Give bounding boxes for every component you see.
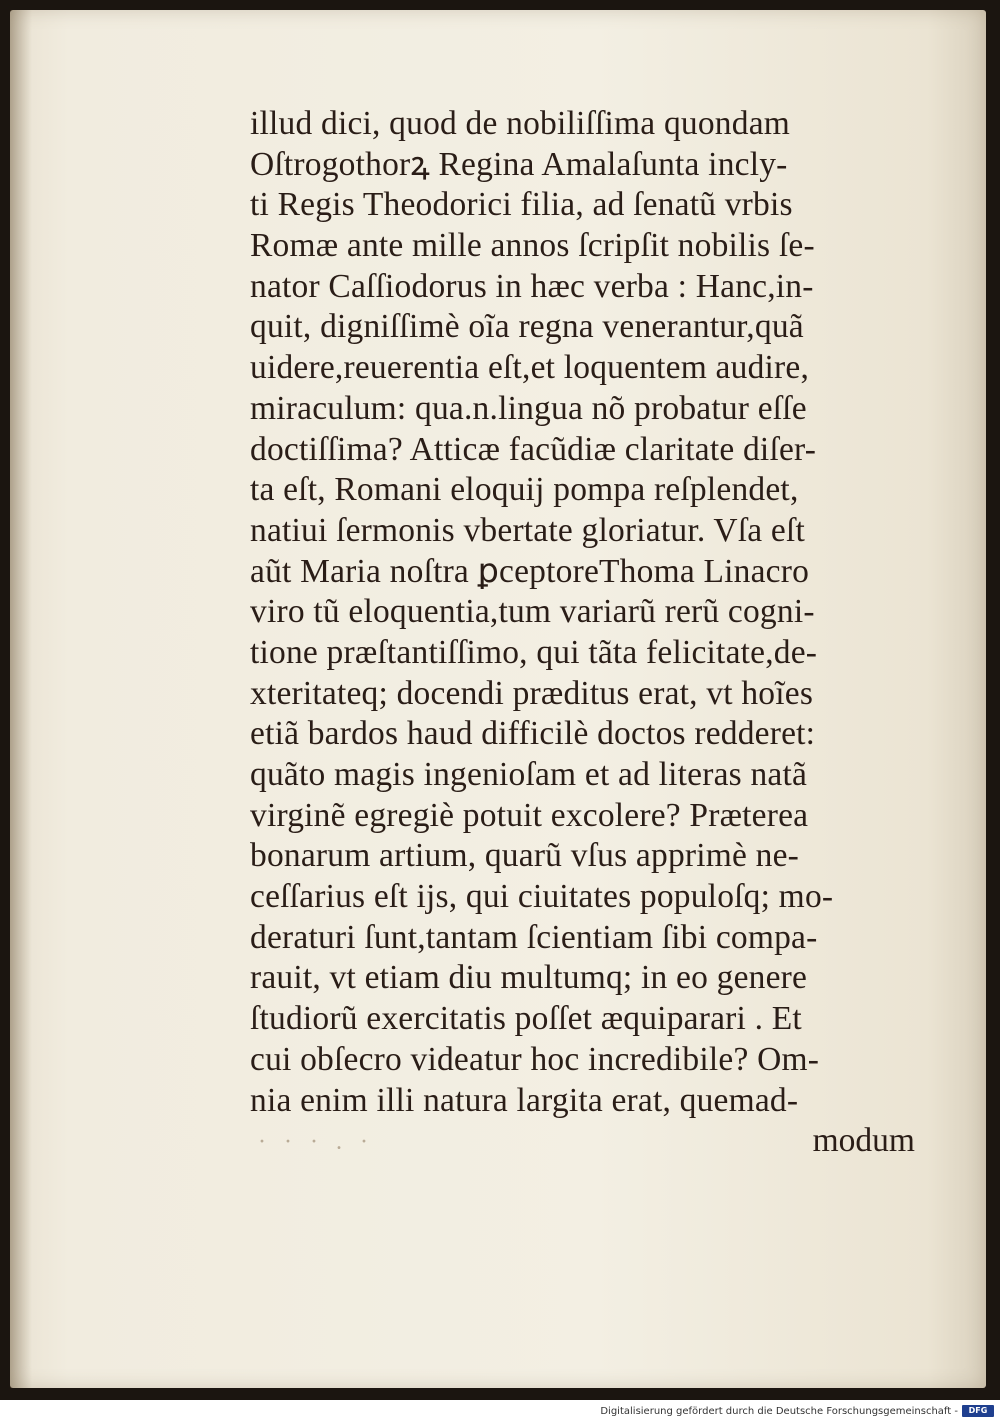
text-line: ta eſt, Romani eloquij pompa reſplendet, [250, 471, 799, 509]
text-line: miraculum: qua.n.lingua nõ probatur eſſe [250, 389, 807, 427]
text-line: xteritateq; docendi præditus erat, vt hoĩes [250, 674, 814, 712]
text-line: doctiſſima? Atticæ facũdiæ claritate diſer- [250, 430, 817, 468]
catchword-row [250, 1121, 915, 1162]
text-line: ti Regis Theodorici filia, ad ſenatũ vrbis [250, 186, 793, 224]
text-line: cui obſecro videatur hoc incredibile? Om- [250, 1040, 820, 1078]
text-line: bonarum artium, quarũ vſus apprimè ne- [250, 837, 800, 875]
text-line: Oſtrogothorꝝ Regina Amalaſunta incly- [250, 145, 788, 183]
dfg-logo: DFG [962, 1405, 994, 1417]
text-line: tione præſtantiſſimo, qui tãta felicitate,de- [250, 633, 818, 671]
text-line: nia enim illi natura largita erat, quemad- [250, 1081, 799, 1119]
text-line: virginẽ egregiè potuit excolere? Præterea [250, 796, 809, 834]
text-line: natiui ſermonis vbertate gloriatur. Vſa eſt [250, 511, 806, 549]
text-line: viro tũ eloquentia,tum variarũ rerũ cogni- [250, 593, 815, 631]
text-line: deraturi ſunt,tantam ſcientiam ſibi compa- [250, 918, 818, 956]
text-line: quit, digniſſimè oĩa regna venerantur,quã [250, 308, 804, 346]
page-text-block [250, 104, 915, 1162]
catchword: modum [812, 1122, 915, 1160]
text-line: ceſſarius eſt ijs, qui ciuitates populoſq; mo- [250, 878, 834, 916]
spine-shadow [10, 10, 32, 1388]
text-line: uidere,reuerentia eſt,et loquentem audire, [250, 349, 810, 387]
text-line: nator Caſſiodorus in hæc verba : Hanc,in- [250, 267, 814, 305]
text-line: rauit, vt etiam diu multumq; in eo genere [250, 959, 808, 997]
ink-smudge: · · · . · [258, 1129, 374, 1156]
text-line: aũt Maria noſtra ꝑceptoreThoma Linacro [250, 552, 810, 590]
text-line: etiã bardos haud difficilè doctos redderet: [250, 715, 816, 753]
text-line: quãto magis ingenioſam et ad literas natã [250, 756, 808, 793]
funding-credit: Digitalisierung gefördert durch die Deutsche Forschungsgemeinschaft - [600, 1406, 958, 1417]
text-line: Romæ ante mille annos ſcripſit nobilis ſe- [250, 227, 815, 265]
text-line: ſtudiorũ exercitatis poſſet æquiparari . Et [250, 1000, 802, 1038]
text-line: illud dici, quod de nobiliſſima quondam [250, 105, 791, 142]
